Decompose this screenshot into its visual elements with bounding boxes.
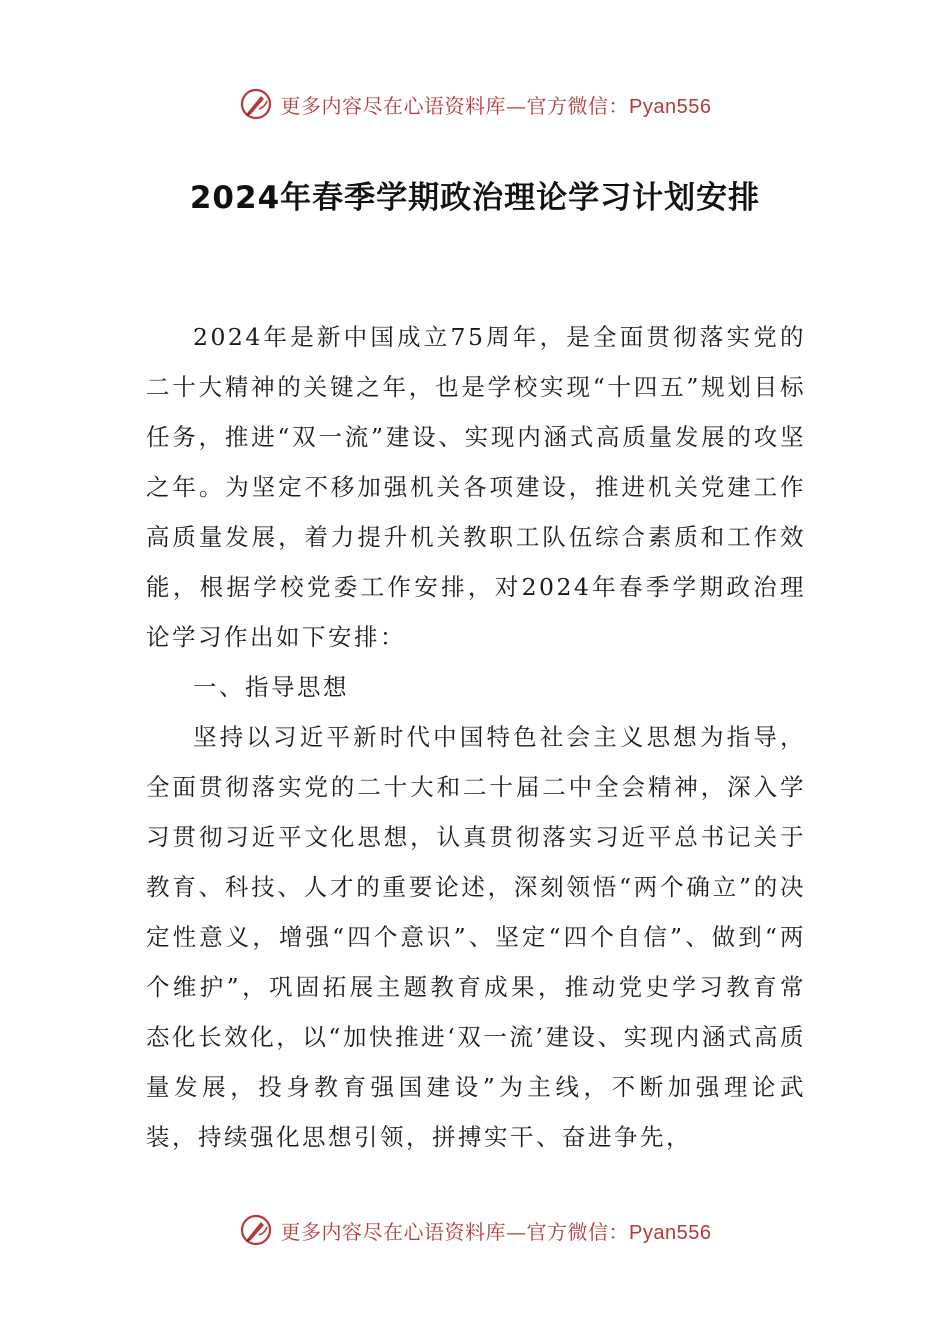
section-heading-guiding-ideology: 一、指导思想 (193, 673, 349, 701)
footer-watermark (0, 1210, 950, 1250)
pen-logo-icon (239, 1213, 273, 1247)
intro-paragraph: 2024年是新中国成立75周年，是全面贯彻落实党的二十大精神的关键之年，也是学校实现“十四五”规划目标任务，推进“双一流”建设、实现内涵式高质量发展的攻坚之年。为坚定不移加强机关各项建设，推进机关党建工作高质量发展，着力提升机关教职工队伍综合素质和工作效能，根据学校党委工作安排，对2024年春季学期政治理论学习作出如下安排： (146, 323, 806, 651)
watermark-text: 更多内容尽在心语资料库—官方微信：Pyan556 (280, 93, 712, 118)
document-body (146, 312, 806, 1162)
header-watermark (0, 84, 950, 124)
watermark-text: 更多内容尽在心语资料库—官方微信：Pyan556 (280, 1219, 712, 1244)
document-title: 2024年春季学期政治理论学习计划安排 (189, 180, 761, 216)
pen-logo-icon (239, 87, 273, 121)
section-body-guiding-ideology: 坚持以习近平新时代中国特色社会主义思想为指导，全面贯彻落实党的二十大和二十届二中全会精神，深入学习贯彻习近平文化思想，认真贯彻落实习近平总书记关于教育、科技、人才的重要论述，深刻领悟“两个确立”的决定性意义，增强“四个意识”、坚定“四个自信”、做到“两个维护”，巩固拓展主题教育成果，推动党史学习教育常态化长效化，以“加快推进‘双一流’建设、实现内涵式高质量发展，投身教育强国建设”为主线，不断加强理论武装，持续强化思想引领，拼搏实干、奋进争先， (146, 723, 806, 1151)
